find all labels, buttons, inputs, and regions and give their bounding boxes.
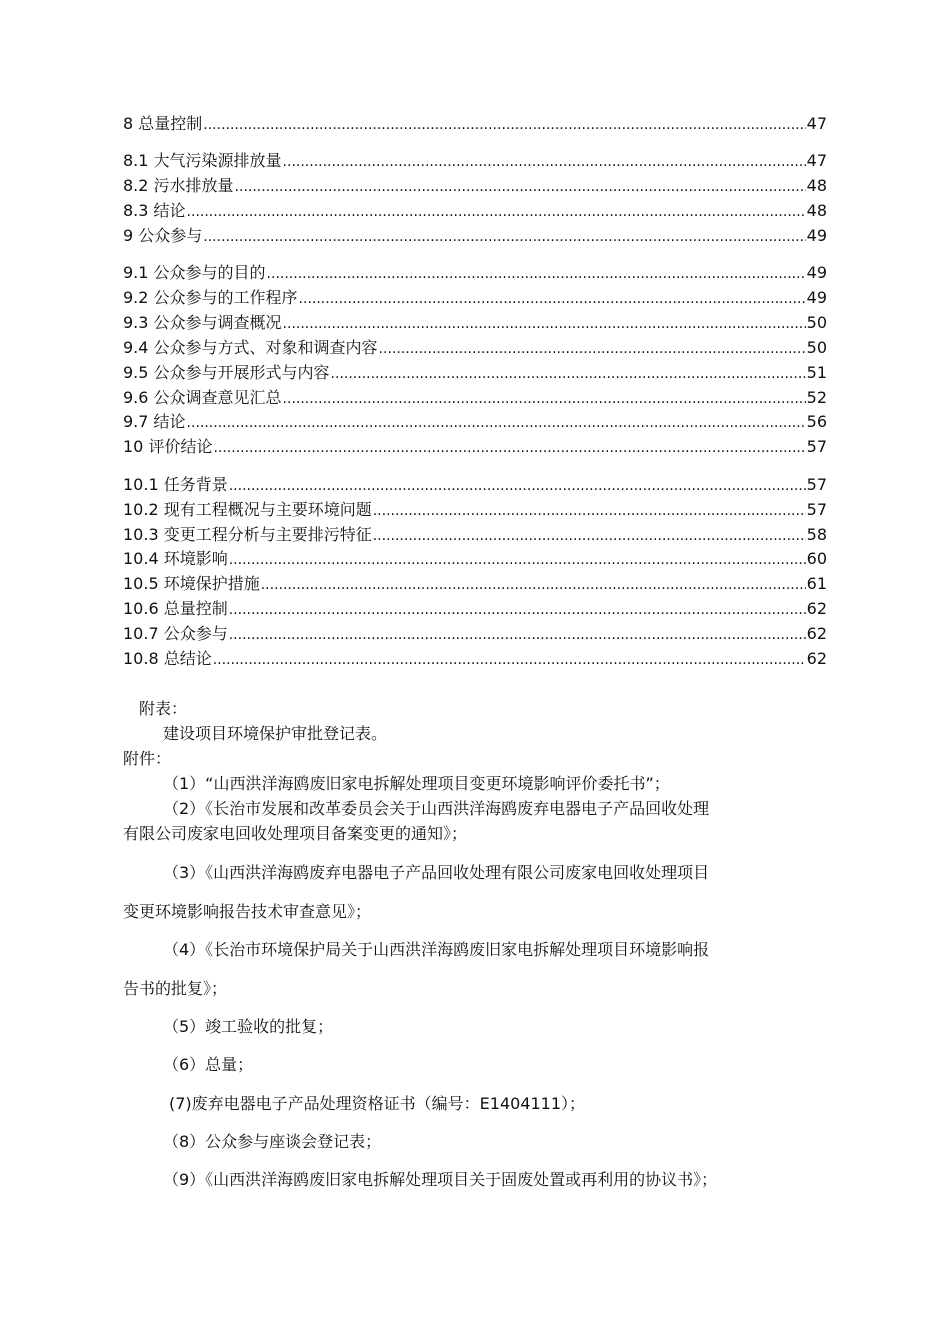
- toc-leader-dots: [373, 525, 806, 547]
- toc-entry-page: 62: [806, 599, 827, 618]
- toc-entry[interactable]: [123, 175, 827, 197]
- toc-entry-label: 9.7 结论: [123, 412, 186, 431]
- attachment-item-continuation: 有限公司废家电回收处理项目备案变更的通知》；: [123, 824, 468, 843]
- attachments-heading: 附件：: [123, 749, 172, 768]
- attachment-item: （1）“山西洪洋海鸥废旧家电拆解处理项目变更环境影响评价委托书”；: [163, 774, 670, 793]
- toc-entry[interactable]: [123, 436, 827, 458]
- toc-entry-label: 8.3 结论: [123, 201, 186, 220]
- toc-entry[interactable]: [123, 150, 827, 172]
- attachment-item: （2）《长治市发展和改革委员会关于山西洪洋海鸥废弃电器电子产品回收处理: [163, 799, 710, 818]
- appendix-tables-heading: 附表：: [139, 699, 188, 718]
- toc-entry[interactable]: [123, 623, 827, 645]
- toc-entry[interactable]: [123, 524, 827, 546]
- toc-entry[interactable]: [123, 337, 827, 359]
- toc-leader-dots: [283, 313, 806, 335]
- toc-entry-page: 50: [806, 338, 827, 357]
- toc-entry-label: 10.1 任务背景: [123, 475, 228, 494]
- toc-entry[interactable]: [123, 598, 827, 620]
- toc-entry-label: 10.2 现有工程概况与主要环境问题: [123, 500, 372, 519]
- toc-entry-label: 10.3 变更工程分析与主要排污特征: [123, 525, 372, 544]
- toc-entry[interactable]: [123, 474, 827, 496]
- toc-entry-page: 47: [806, 151, 827, 170]
- toc-leader-dots: [379, 338, 806, 360]
- toc-entry[interactable]: [123, 113, 827, 135]
- toc-entry-page: 48: [806, 201, 827, 220]
- toc-entry-page: 50: [806, 313, 827, 332]
- toc-entry[interactable]: [123, 648, 827, 670]
- toc-leader-dots: [299, 288, 806, 310]
- attachment-item-continuation: 变更环境影响报告技术审查意见》；: [123, 902, 372, 921]
- attachment-item: (7)废弃电器电子产品处理资格证书（编号：E1404111）；: [169, 1094, 586, 1113]
- toc-entry[interactable]: [123, 499, 827, 521]
- toc-entry-label: 10.4 环境影响: [123, 549, 228, 568]
- toc-leader-dots: [235, 176, 806, 198]
- toc-entry-label: 10 评价结论: [123, 437, 213, 456]
- toc-entry-page: 57: [806, 437, 827, 456]
- toc-entry[interactable]: [123, 262, 827, 284]
- toc-entry-page: 62: [806, 624, 827, 643]
- toc-entry-label: 10.6 总量控制: [123, 599, 228, 618]
- toc-leader-dots: [187, 412, 806, 434]
- toc-entry-page: 49: [806, 263, 827, 282]
- toc-entry-label: 8 总量控制: [123, 114, 203, 133]
- toc-entry[interactable]: [123, 411, 827, 433]
- toc-entry-page: 60: [806, 549, 827, 568]
- toc-entry[interactable]: [123, 200, 827, 222]
- toc-entry-page: 51: [806, 363, 827, 382]
- toc-entry-page: 57: [806, 475, 827, 494]
- toc-leader-dots: [283, 388, 806, 410]
- toc-leader-dots: [187, 201, 806, 223]
- toc-leader-dots: [373, 500, 806, 522]
- attachment-item: （5）竣工验收的批复；: [163, 1017, 334, 1036]
- toc-leader-dots: [213, 649, 806, 671]
- attachment-item: （3）《山西洪洋海鸥废弃电器电子产品回收处理有限公司废家电回收处理项目: [163, 863, 710, 882]
- toc-entry[interactable]: [123, 573, 827, 595]
- toc-entry-page: 49: [806, 226, 827, 245]
- toc-entry-page: 47: [806, 114, 827, 133]
- toc-entry-page: 61: [806, 574, 827, 593]
- toc-entry-label: 9.3 公众参与调查概况: [123, 313, 282, 332]
- toc-leader-dots: [283, 151, 806, 173]
- toc-leader-dots: [229, 475, 806, 497]
- toc-entry-page: 48: [806, 176, 827, 195]
- toc-entry[interactable]: [123, 312, 827, 334]
- attachment-item: （4）《长治市环境保护局关于山西洪洋海鸥废旧家电拆解处理项目环境影响报: [163, 940, 710, 959]
- toc-entry-page: 56: [806, 412, 827, 431]
- toc-entry-label: 9.4 公众参与方式、对象和调查内容: [123, 338, 378, 357]
- toc-entry[interactable]: [123, 225, 827, 247]
- attachment-item: （9）《山西洪洋海鸥废旧家电拆解处理项目关于固废处置或再利用的协议书》；: [163, 1170, 718, 1189]
- toc-entry-label: 8.2 污水排放量: [123, 176, 234, 195]
- toc-leader-dots: [213, 437, 805, 459]
- toc-leader-dots: [229, 624, 806, 646]
- attachment-item: （8）公众参与座谈会登记表；: [163, 1132, 382, 1151]
- toc-entry-page: 58: [806, 525, 827, 544]
- toc-entry[interactable]: [123, 548, 827, 570]
- toc-entry[interactable]: [123, 362, 827, 384]
- toc-entry-label: 8.1 大气污染源排放量: [123, 151, 282, 170]
- toc-entry-label: 9.5 公众参与开展形式与内容: [123, 363, 330, 382]
- toc-entry-page: 49: [806, 288, 827, 307]
- toc-entry-label: 10.8 总结论: [123, 649, 212, 668]
- toc-entry-label: 9.2 公众参与的工作程序: [123, 288, 298, 307]
- toc-entry-label: 10.7 公众参与: [123, 624, 228, 643]
- toc-entry-label: 9.6 公众调查意见汇总: [123, 388, 282, 407]
- toc-entry-label: 9 公众参与: [123, 226, 203, 245]
- toc-entry[interactable]: [123, 387, 827, 409]
- toc-entry-label: 9.1 公众参与的目的: [123, 263, 266, 282]
- toc-entry-page: 57: [806, 500, 827, 519]
- appendix-table-item: 建设项目环境保护审批登记表。: [163, 724, 388, 743]
- toc-entry-page: 62: [806, 649, 827, 668]
- toc-leader-dots: [267, 263, 806, 285]
- toc-entry-label: 10.5 环境保护措施: [123, 574, 260, 593]
- attachment-item: （6）总量；: [163, 1055, 254, 1074]
- toc-leader-dots: [203, 226, 805, 248]
- toc-leader-dots: [261, 574, 806, 596]
- toc-leader-dots: [331, 363, 806, 385]
- toc-leader-dots: [229, 549, 806, 571]
- toc-leader-dots: [229, 599, 806, 621]
- toc-entry[interactable]: [123, 287, 827, 309]
- toc-leader-dots: [203, 114, 805, 136]
- attachment-item-continuation: 告书的批复》；: [123, 979, 228, 998]
- toc-entry-page: 52: [806, 388, 827, 407]
